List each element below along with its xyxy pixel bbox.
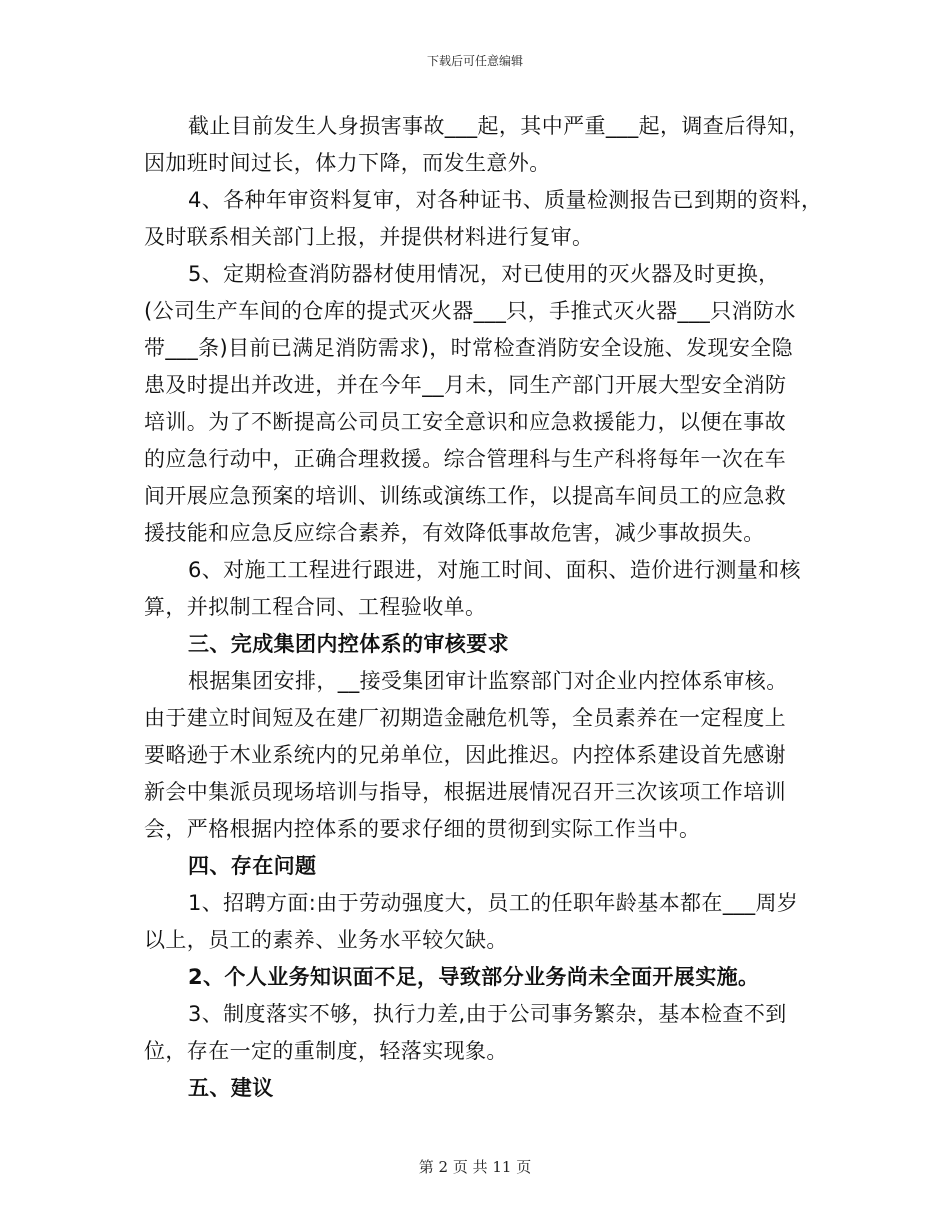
page-footer: 第 2 页 共 11 页	[418, 1158, 532, 1176]
text-line: 位，存在一定的重制度，轻落实现象。	[144, 1039, 508, 1063]
section-heading: 四、存在问题	[188, 854, 317, 878]
text-line: 根据集团安排，__接受集团审计监察部门对企业内控体系审核。	[188, 669, 788, 693]
text-line: (公司生产车间的仓库的提式灭火器___只，手推式灭火器___只消防水	[144, 299, 796, 323]
text-line: 1、招聘方面:由于劳动强度大，员工的任职年龄基本都在___周岁	[188, 891, 799, 915]
text-line: 援技能和应急反应综合素养，有效降低事故危害，减少事故损失。	[144, 521, 765, 545]
section-heading: 三、完成集团内控体系的审核要求	[188, 632, 509, 656]
text-line: 会，严格根据内控体系的要求仔细的贯彻到实际工作当中。	[144, 817, 701, 841]
text-line: 算，并拟制工程合同、工程验收单。	[144, 595, 487, 619]
text-line: 新会中集派员现场培训与指导，根据进展情况召开三次该项工作培训	[144, 780, 786, 804]
text-line: 的应急行动中，正确合理救援。综合管理科与生产科将每年一次在车	[144, 447, 786, 471]
text-line: 截止目前发生人身损害事故___起，其中严重___起，调查后得知，	[188, 114, 810, 138]
page-header: 下载后可任意编辑	[426, 54, 523, 68]
text-line: 以上，员工的素养、业务水平较欠缺。	[144, 928, 508, 952]
text-line: 3、制度落实不够，执行力差,由于公司事务繁杂，基本检查不到	[188, 1002, 787, 1026]
text-line: 由于建立时间短及在建厂初期造金融危机等，全员素养在一定程度上	[144, 706, 786, 730]
bold-item: 2、个人业务知识面不足，导致部分业务尚未全面开展实施。	[188, 965, 760, 989]
text-line: 要略逊于木业系统内的兄弟单位，因此推迟。内控体系建设首先感谢	[144, 743, 786, 767]
section-heading: 五、建议	[188, 1076, 274, 1100]
text-line: 6、对施工工程进行跟进，对施工时间、面积、造价进行测量和核	[188, 558, 801, 582]
text-line: 4、各种年审资料复审，对各种证书、质量检测报告已到期的资料，	[188, 188, 823, 212]
text-line: 因加班时间过长，体力下降，而发生意外。	[144, 151, 551, 175]
text-line: 带___条)目前已满足消防需求)，时常检查消防安全设施、发现安全隐	[144, 336, 794, 360]
text-line: 患及时提出并改进，并在今年__月未，同生产部门开展大型安全消防	[144, 373, 787, 397]
text-line: 5、定期检查消防器材使用情况，对已使用的灭火器及时更换，	[188, 262, 780, 286]
document-body	[144, 108, 823, 1107]
text-line: 培训。为了不断提高公司员工安全意识和应急救援能力，以便在事故	[144, 410, 786, 434]
text-line: 间开展应急预案的培训、训练或演练工作，以提高车间员工的应急救	[144, 484, 786, 508]
text-line: 及时联系相关部门上报，并提供材料进行复审。	[144, 225, 594, 249]
